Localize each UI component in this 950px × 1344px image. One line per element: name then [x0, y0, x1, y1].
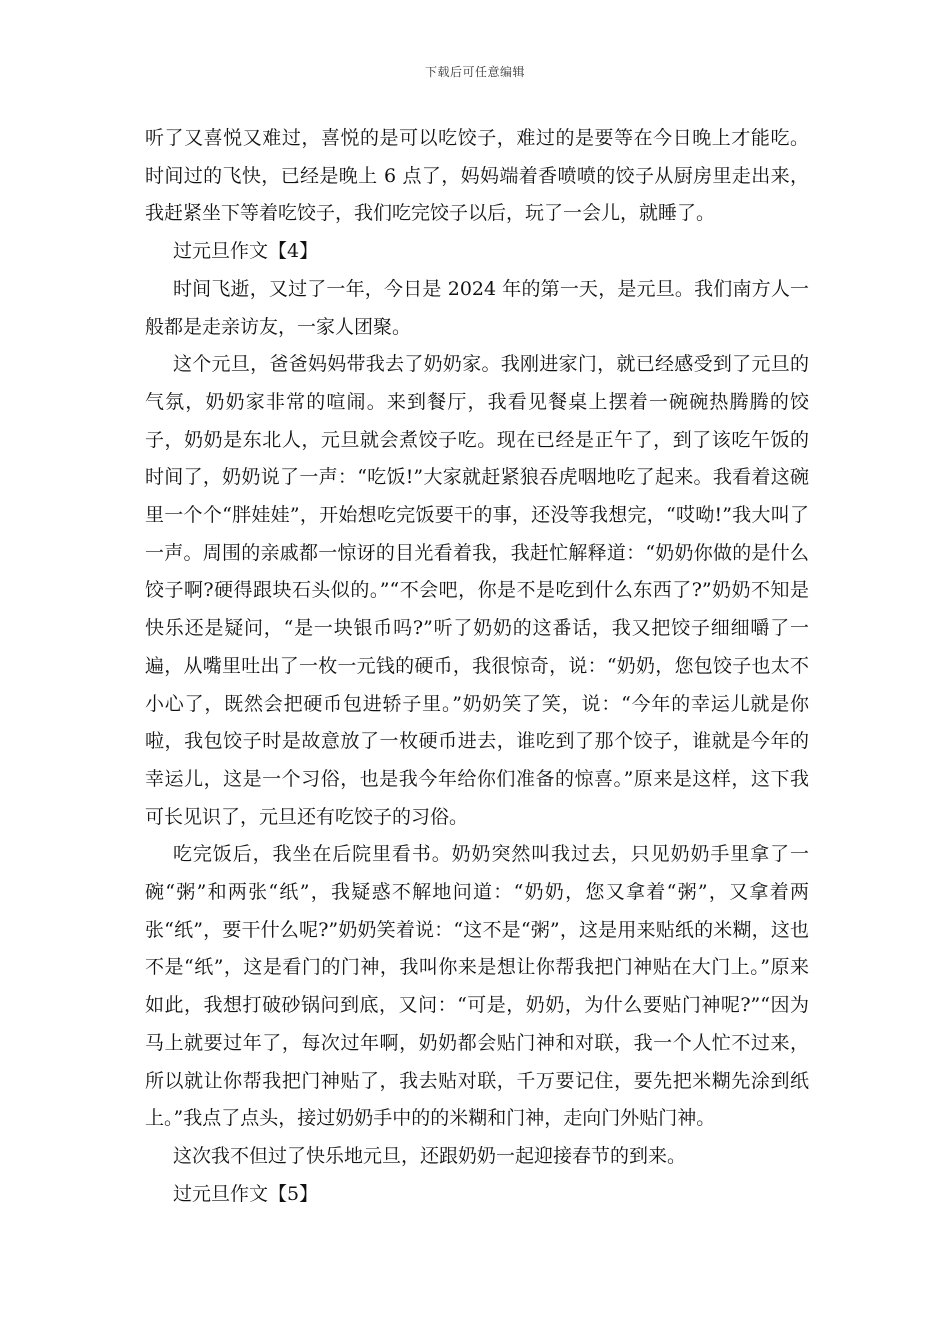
section-heading-5: 过元旦作文【5】 — [173, 1182, 319, 1205]
paragraph-intro: 时间飞逝，又过了一年，今日是 2024 年的第一天，是元旦。我们南方人一般都是走亲访友，一家人团聚。 — [145, 277, 809, 338]
paragraph-door-gods: 吃完饭后，我坐在后院里看书。奶奶突然叫我过去，只见奶奶手里拿了一碗“粥”和两张“纸”，我疑惑不解地问道：“奶奶，您又拿着“粥”，又拿着两张“纸”，要干什么呢?”奶奶笑着说：“这不是“粥”，这是用来贴纸的米糊，这也不是“纸”，这是看门的门神，我叫你来是想让你帮我把门神贴在大门上。”原来如此，我想打破砂锅问到底，又问：“可是，奶奶，为什么要贴门神呢?”“因为马上就要过年了，每次过年啊，奶奶都会贴门神和对联，我一个人忙不过来，所以就让你帮我把门神贴了，我去贴对联，千万要记住，要先把米糊先涂到纸上。”我点了点头，接过奶奶手中的的米糊和门神，走向门外贴门神。 — [145, 843, 809, 1130]
header-note: 下载后可任意编辑 — [424, 65, 525, 79]
paragraph-continuation: 听了又喜悦又难过，喜悦的是可以吃饺子，难过的是要等在今日晚上才能吃。时间过的飞快，已经是晚上 6 点了，妈妈端着香喷喷的饺子从厨房里走出来，我赶紧坐下等着吃饺子，我们吃完饺子以后，玩了一会儿，就睡了。 — [145, 127, 809, 225]
paragraph-grandma-house: 这个元旦，爸爸妈妈带我去了奶奶家。我刚进家门，就已经感受到了元旦的气氛，奶奶家非常的喧闹。来到餐厅，我看见餐桌上摆着一碗碗热腾腾的饺子，奶奶是东北人，元旦就会煮饺子吃。现在已经是正午了，到了该吃午饭的时间了，奶奶说了一声：“吃饭!”大家就赶紧狼吞虎咽地吃了起来。我看着这碗里一个个“胖娃娃”，开始想吃完饭要干的事，还没等我想完，“哎呦!”我大叫了一声。周围的亲戚都一惊讶的目光看着我，我赶忙解释道：“奶奶你做的是什么饺子啊?硬得跟块石头似的。”“不会吧，你是不是吃到什么东西了?”奶奶不知是快乐还是疑问，“是一块银币吗?”听了奶奶的这番话，我又把饺子细细嚼了一遍，从嘴里吐出了一枚一元钱的硬币，我很惊奇，说：“奶奶，您包饺子也太不小心了，既然会把硬币包进轿子里。”奶奶笑了笑，说：“今年的幸运儿就是你啦，我包饺子时是故意放了一枚硬币进去，谁吃到了那个饺子，谁就是今年的幸运儿，这是一个习俗，也是我今年给你们准备的惊喜。”原来是这样，这下我可长见识了，元旦还有吃饺子的习俗。 — [145, 353, 809, 828]
document-body — [145, 120, 809, 1213]
section-heading-4: 过元旦作文【4】 — [173, 240, 319, 263]
paragraph-conclusion: 这次我不但过了快乐地元旦，还跟奶奶一起迎接春节的到来。 — [173, 1144, 687, 1167]
